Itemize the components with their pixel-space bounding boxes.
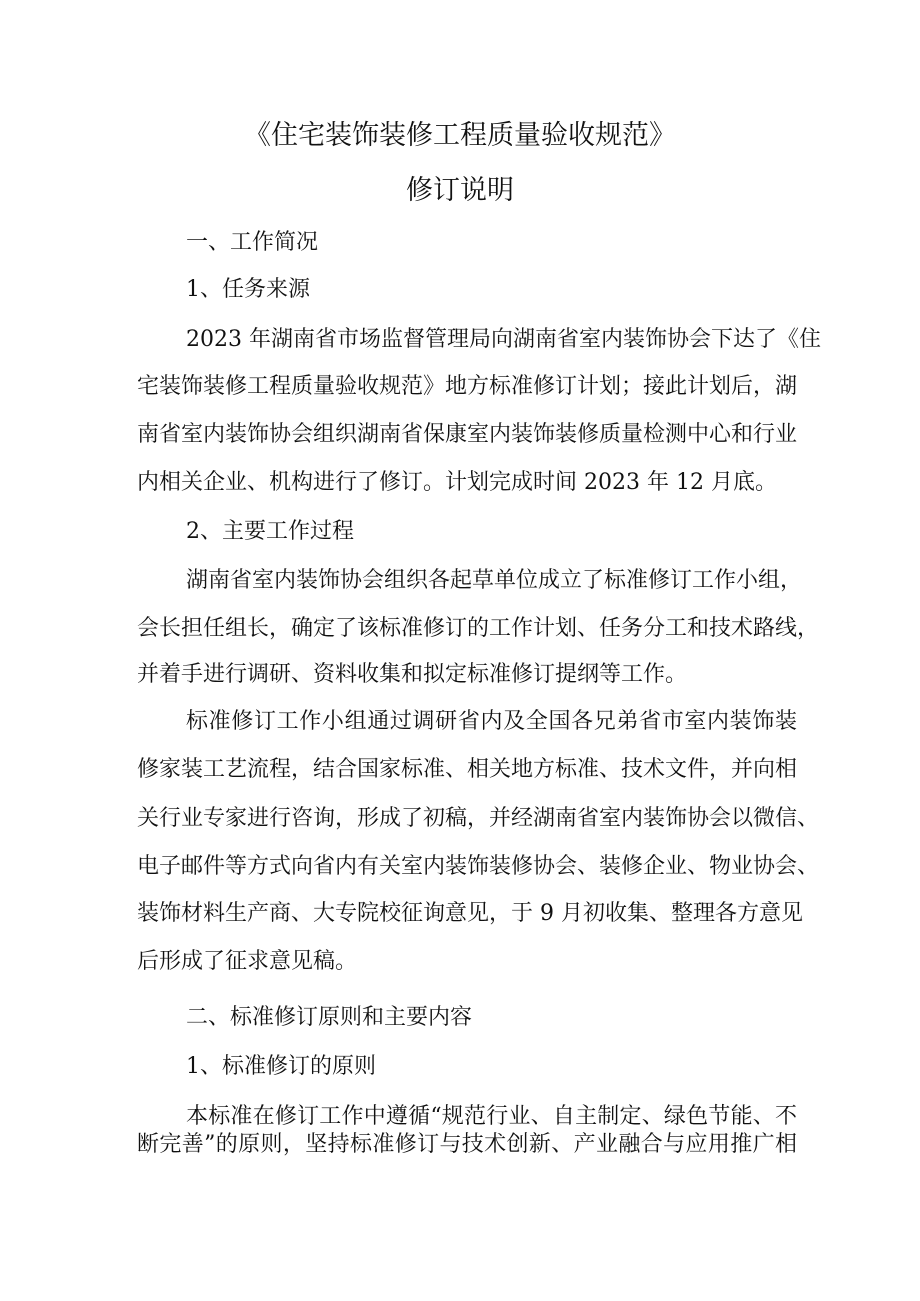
paragraph-line: 本标准在修订工作中遵循“规范行业、自主制定、绿色节能、不 [186,1104,797,1129]
section-2-heading: 二、标准修订原则和主要内容 [186,1005,473,1030]
document-title: 《住宅装饰装修工程质量验收规范》 [244,120,676,151]
paragraph-line: 电子邮件等方式向省内有关室内装饰装修协会、装修企业、物业协会、 [137,854,820,879]
paragraph-line: 装饰材料生产商、大专院校征询意见，于 9 月初收集、整理各方意见 [137,901,803,926]
document-subtitle: 修订说明 [406,175,514,206]
paragraph-line: 内相关企业、机构进行了修订。计划完成时间 2023 年 12 月底。 [137,470,777,495]
paragraph-line: 并着手进行调研、资料收集和拟定标准修订提纲等工作。 [137,662,688,687]
section-1-heading: 一、工作简况 [186,230,319,255]
paragraph-line: 2023 年湖南省市场监督管理局向湖南省室内装饰协会下达了《住 [186,327,821,352]
paragraph-line: 湖南省室内装饰协会组织各起草单位成立了标准修订工作小组， [186,568,803,593]
paragraph-line: 宅装饰装修工程质量验收规范》地方标准修订计划；接此计划后，湖 [137,374,798,399]
paragraph-line: 修家装工艺流程，结合国家标准、相关地方标准、技术文件，并向相 [137,757,798,782]
paragraph-line: 会长担任组长，确定了该标准修订的工作计划、任务分工和技术路线， [137,616,820,641]
section-1-1-heading: 1、任务来源 [186,277,310,302]
paragraph-line: 标准修订工作小组通过调研省内及全国各兄弟省市室内装饰装 [186,709,797,734]
paragraph-line: 关行业专家进行咨询，形成了初稿，并经湖南省室内装饰协会以微信、 [137,806,820,831]
paragraph-line: 断完善”的原则，坚持标准修订与技术创新、产业融合与应用推广相 [137,1132,797,1157]
section-1-2-heading: 2、主要工作过程 [186,519,354,544]
paragraph-line: 南省室内装饰协会组织湖南省保康室内装饰装修质量检测中心和行业 [137,422,798,447]
paragraph-line: 后形成了征求意见稿。 [137,949,358,974]
section-2-1-heading: 1、标准修订的原则 [186,1054,376,1079]
